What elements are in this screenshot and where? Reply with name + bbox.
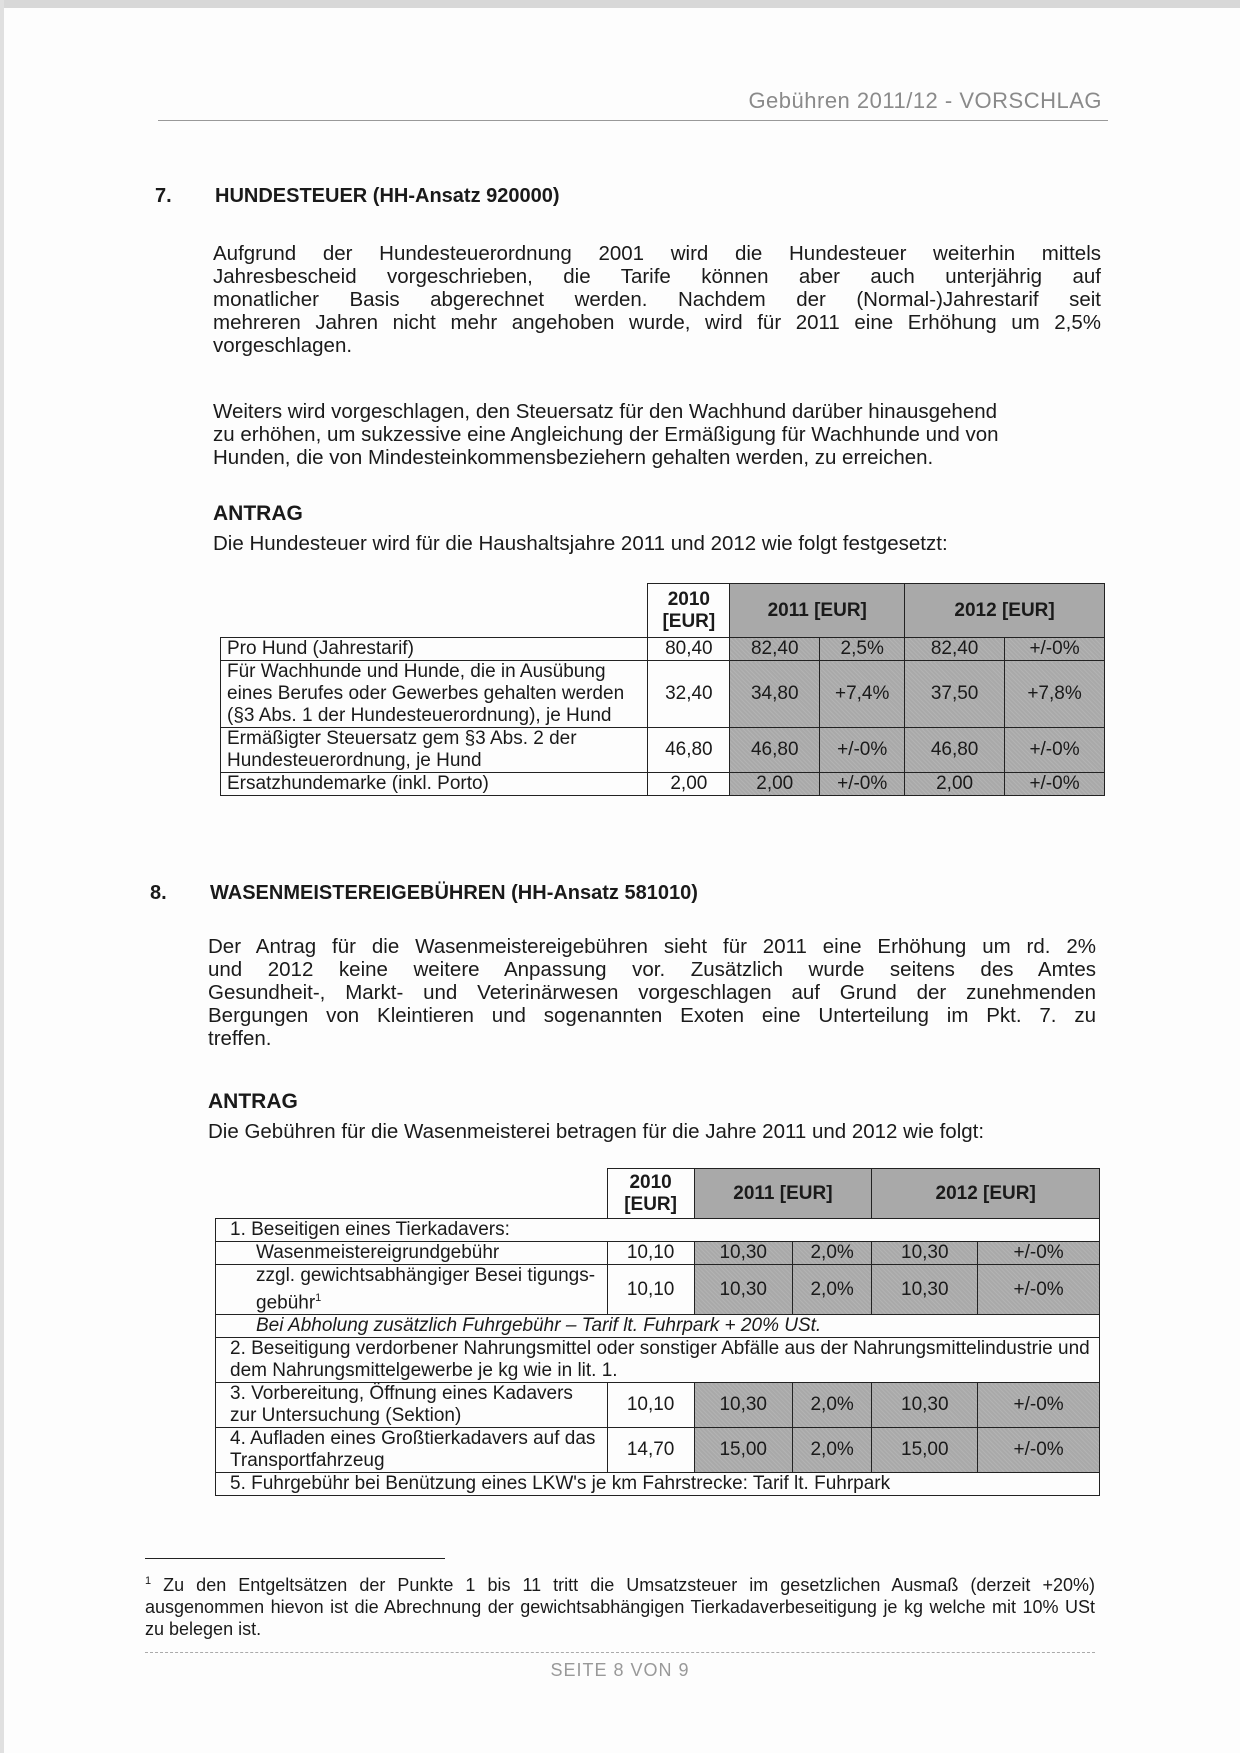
- value-2012: 10,30: [872, 1265, 978, 1315]
- line: und 2012 keine weitere Anpassung vor. Zusätzlich wurde seitens des Amtes: [208, 958, 1096, 981]
- value-2011: 10,30: [694, 1265, 792, 1315]
- line: Weiters wird vorgeschlagen, den Steuersatz für den Wachhund darüber hinausgehend: [213, 400, 998, 423]
- line: Gesundheit-, Markt- und Veterinärwesen vorgeschlagen auf Grund der zunehmenden: [208, 981, 1096, 1004]
- hundesteuer-table: [220, 583, 1105, 796]
- value-2010: 32,40: [648, 661, 730, 728]
- value-2011: 15,00: [694, 1428, 792, 1473]
- row-label: 4. Aufladen eines Großtierkadavers auf das Transportfahrzeug: [216, 1428, 608, 1473]
- change-2011: +/-0%: [820, 773, 905, 796]
- change-2012: +/-0%: [978, 1242, 1100, 1265]
- value-2011: 2,00: [730, 773, 820, 796]
- table-row: [221, 728, 1105, 773]
- change-2012: +7,8%: [1005, 661, 1105, 728]
- line: Jahresbescheid vorgeschrieben, die Tarife können aber auch unterjährig auf: [213, 265, 1101, 288]
- section-8-title: WASENMEISTEREIGEBÜHREN (HH-Ansatz 581010): [210, 882, 698, 904]
- item-2: 2. Beseitigung verdorbener Nahrungsmittel oder sonstiger Abfälle aus der Nahrungsmittelindustrie und dem Nahrungsmittelgewerbe je kg wie in lit. 1.: [216, 1338, 1100, 1383]
- line: vorgeschlagen.: [213, 334, 353, 357]
- table-row: [221, 773, 1105, 796]
- line: Aufgrund der Hundesteuerordnung 2001 wird die Hundesteuer weiterhin mittels: [213, 242, 1101, 265]
- value-2010: 10,10: [607, 1242, 694, 1265]
- value-2012: 37,50: [905, 661, 1005, 728]
- footnote-ref: 1: [315, 1292, 322, 1304]
- col-2012: 2012 [EUR]: [872, 1169, 1100, 1219]
- table-row: [216, 1428, 1100, 1473]
- item-1: 1. Beseitigen eines Tierkadavers:: [216, 1219, 1100, 1242]
- antrag-heading: ANTRAG: [208, 1090, 298, 1113]
- section-7-paragraph-2: [213, 400, 1101, 469]
- antrag-heading: ANTRAG: [213, 502, 303, 525]
- row-label: 3. Vorbereitung, Öffnung eines Kadavers zur Untersuchung (Sektion): [216, 1383, 608, 1428]
- row-label: [216, 1265, 608, 1315]
- antrag-text: Die Gebühren für die Wasenmeisterei betragen für die Jahre 2011 und 2012 wie folgt:: [208, 1120, 985, 1143]
- col-2011: 2011 [EUR]: [694, 1169, 872, 1219]
- change-2011: +/-0%: [820, 728, 905, 773]
- col-2010: 2010 [EUR]: [648, 584, 730, 638]
- scan-edge-left: [0, 0, 4, 1753]
- value-2011: 10,30: [694, 1383, 792, 1428]
- value-2012: 2,00: [905, 773, 1005, 796]
- change-2012: +/-0%: [978, 1428, 1100, 1473]
- value-2010: 46,80: [648, 728, 730, 773]
- change-2011: 2,0%: [792, 1428, 871, 1473]
- item-5: 5. Fuhrgebühr bei Benützung eines LKW's je km Fahrstrecke: Tarif lt. Fuhrpark: [216, 1473, 1100, 1496]
- value-2011: 46,80: [730, 728, 820, 773]
- table-row: [221, 661, 1105, 728]
- footnote-rule: [145, 1558, 445, 1559]
- footer-rule: [145, 1652, 1095, 1653]
- change-2011: +7,4%: [820, 661, 905, 728]
- change-2011: 2,0%: [792, 1242, 871, 1265]
- note: Bei Abholung zusätzlich Fuhrgebühr – Tarif lt. Fuhrpark + 20% USt.: [216, 1315, 1100, 1338]
- line: Hunden, die von Mindesteinkommensbeziehern gehalten werden, zu erreichen.: [213, 446, 934, 469]
- value-2012: 82,40: [905, 638, 1005, 661]
- page-number: SEITE 8 VON 9: [550, 1660, 690, 1680]
- value-2012: 10,30: [872, 1242, 978, 1265]
- change-2012: +/-0%: [1005, 638, 1105, 661]
- value-2011: 10,30: [694, 1242, 792, 1265]
- table-row: [216, 1338, 1100, 1383]
- change-2011: 2,5%: [820, 638, 905, 661]
- col-2010: 2010 [EUR]: [607, 1169, 694, 1219]
- table-row: [221, 638, 1105, 661]
- change-2012: +/-0%: [1005, 728, 1105, 773]
- value-2010: 10,10: [607, 1383, 694, 1428]
- section-8-number: 8.: [150, 882, 167, 904]
- table-row: [216, 1219, 1100, 1242]
- col-2011: 2011 [EUR]: [730, 584, 905, 638]
- value-2010: 80,40: [648, 638, 730, 661]
- footnote-mark: 1: [145, 1575, 152, 1587]
- table-row: [216, 1473, 1100, 1496]
- value-2010: 2,00: [648, 773, 730, 796]
- row-label: Ersatzhundemarke (inkl. Porto): [221, 773, 648, 796]
- line: treffen.: [208, 1027, 272, 1050]
- line: mehreren Jahren nicht mehr angehoben wurde, wird für 2011 eine Erhöhung um 2,5%: [213, 311, 1101, 334]
- wasenmeisterei-table: [215, 1168, 1100, 1496]
- value-2012: 15,00: [872, 1428, 978, 1473]
- change-2011: 2,0%: [792, 1265, 871, 1315]
- value-2012: 10,30: [872, 1383, 978, 1428]
- row-label: Für Wachhunde und Hunde, die in Ausübung eines Berufes oder Gewerbes gehalten werden (§3 Abs. 1 der Hundesteuerordnung), je Hund: [221, 661, 648, 728]
- scan-edge: [0, 0, 1240, 8]
- row-label: Pro Hund (Jahrestarif): [221, 638, 648, 661]
- value-2010: 10,10: [607, 1265, 694, 1315]
- value-2011: 82,40: [730, 638, 820, 661]
- change-2011: 2,0%: [792, 1383, 871, 1428]
- table-row: [216, 1242, 1100, 1265]
- change-2012: +/-0%: [978, 1383, 1100, 1428]
- change-2012: +/-0%: [1005, 773, 1105, 796]
- line: zu erhöhen, um sukzessive eine Angleichung der Ermäßigung für Wachhunde und von: [213, 423, 999, 446]
- line: Bergungen von Kleintieren und sogenannten Exoten eine Unterteilung im Pkt. 7. zu: [208, 1004, 1096, 1027]
- footnote-text: Zu den Entgeltsätzen der Punkte 1 bis 11 tritt die Umsatzsteuer im gesetzlichen Ausmaß (derzeit +20%) ausgenommen hievon ist die Abrechnung der gewichtsabhängigen Tierkadaverbeseitigung je kg welche mit 10% USt zu belegen ist.: [145, 1575, 1095, 1639]
- section-7-title: HUNDESTEUER (HH-Ansatz 920000): [215, 185, 560, 207]
- line: Der Antrag für die Wasenmeistereigebühren sieht für 2011 eine Erhöhung um rd. 2%: [208, 935, 1096, 958]
- change-2012: +/-0%: [978, 1265, 1100, 1315]
- page-header: Gebühren 2011/12 - VORSCHLAG: [748, 88, 1102, 113]
- col-2012: 2012 [EUR]: [905, 584, 1105, 638]
- antrag-text: Die Hundesteuer wird für die Haushaltsjahre 2011 und 2012 wie folgt festgesetzt:: [213, 532, 948, 555]
- table-row: [216, 1383, 1100, 1428]
- value-2010: 14,70: [607, 1428, 694, 1473]
- label-text: zzgl. gewichtsabhängiger Besei tigungs-gebühr: [256, 1265, 596, 1314]
- table-row: [216, 1315, 1100, 1338]
- value-2011: 34,80: [730, 661, 820, 728]
- section-7-paragraph-1: [213, 242, 1101, 357]
- line: monatlicher Basis abgerechnet werden. Nachdem der (Normal-)Jahrestarif seit: [213, 288, 1101, 311]
- header-rule: [158, 120, 1108, 121]
- footnote: [145, 1570, 1095, 1640]
- table-row: [216, 1265, 1100, 1315]
- row-label: Wasenmeistereigrundgebühr: [216, 1242, 608, 1265]
- row-label: Ermäßigter Steuersatz gem §3 Abs. 2 der Hundesteuerordnung, je Hund: [221, 728, 648, 773]
- section-8-paragraph: [208, 935, 1096, 1050]
- value-2012: 46,80: [905, 728, 1005, 773]
- section-7-number: 7.: [155, 185, 172, 207]
